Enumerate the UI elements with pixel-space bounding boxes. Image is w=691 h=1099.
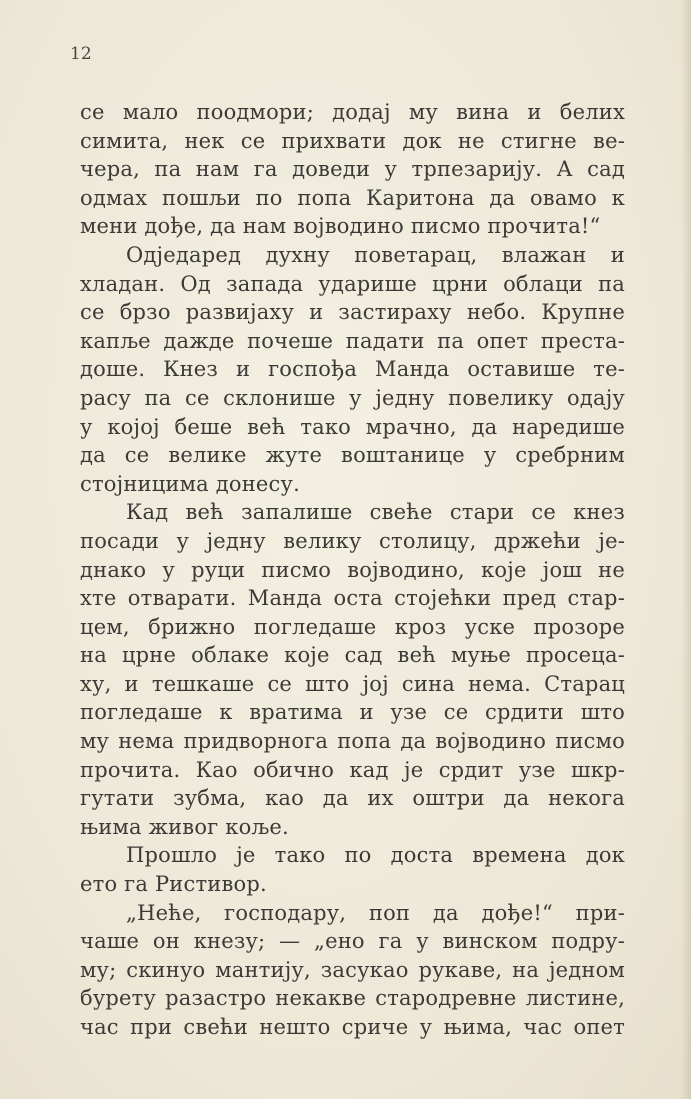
text-line: симита, нек се прихвати док не стигне ве- (80, 128, 625, 153)
text-line: ето га Ристивор. (80, 872, 267, 897)
text-line: погледаше к вратима и узе се срдити што (80, 700, 625, 725)
text-line: хте отварати. Манда оста стојећки пред стар- (80, 586, 625, 611)
text-line: се брзо развијаху и застираху небо. Крупне (80, 300, 625, 325)
text-line: се мало поодмори; додај му вина и белих (80, 100, 625, 124)
text-line: посади у једну велику столицу, држећи је- (80, 528, 625, 553)
text-line: мени дође, да нам војводино писмо прочита!“ (80, 214, 601, 239)
text-line: ху, и тешкаше се што јој сина нема. Старац (80, 671, 625, 696)
text-line: Прошло је тако по доста времена док (126, 843, 625, 868)
text-line: расу па се склонише у једну повелику одају (80, 385, 625, 410)
text-line: прочита. Као обично кад је срдит узе шкр- (80, 757, 625, 782)
text-line: одмах пошљи по попа Каритона да овамо к (80, 185, 625, 210)
text-line: му; скинуо мантију, засукао рукаве, на једном (80, 957, 625, 982)
text-line: доше. Кнез и госпођа Манда оставише те- (80, 357, 625, 382)
text-line: стојницима донесу. (80, 471, 300, 496)
text-line: у којој беше већ тако мрачно, да наредише (80, 414, 625, 439)
text-line: Одједаред духну поветарац, влажан и (126, 242, 625, 267)
text-line: час при свећи нешто сриче у њима, час опет (80, 1015, 625, 1039)
text-line: Кад већ запалише свеће стари се кнез (126, 500, 625, 525)
text-line: „Неће, господару, поп да дође!“ при- (126, 900, 625, 925)
text-line: њима живог коље. (80, 814, 289, 839)
text-line: хладан. Од запада ударише црни облаци па (80, 271, 625, 296)
text-line: чаше он кнезу; — „ено га у винском подру- (80, 929, 625, 954)
text-line: бурету разастро некакве стародревне листине, (80, 986, 625, 1011)
text-line: днако у руци писмо војводино, које још не (80, 557, 625, 582)
text-line: му нема придворнога попа да војводино писмо (80, 729, 625, 754)
page-number: 12 (70, 44, 92, 64)
text-line: гутати зубма, као да их оштри да некога (80, 786, 625, 811)
text-line: чера, па нам га доведи у трпезарију. А сад (80, 157, 625, 182)
text-line: капље дажде почеше падати па опет преста- (80, 328, 625, 353)
body-text (80, 98, 625, 1042)
text-line: на црне облаке које сад већ муње просеца- (80, 643, 625, 668)
text-line: да се велике жуте воштанице у сребрним (80, 443, 625, 468)
text-line: цем, брижно погледаше кроз уске прозоре (80, 614, 625, 639)
